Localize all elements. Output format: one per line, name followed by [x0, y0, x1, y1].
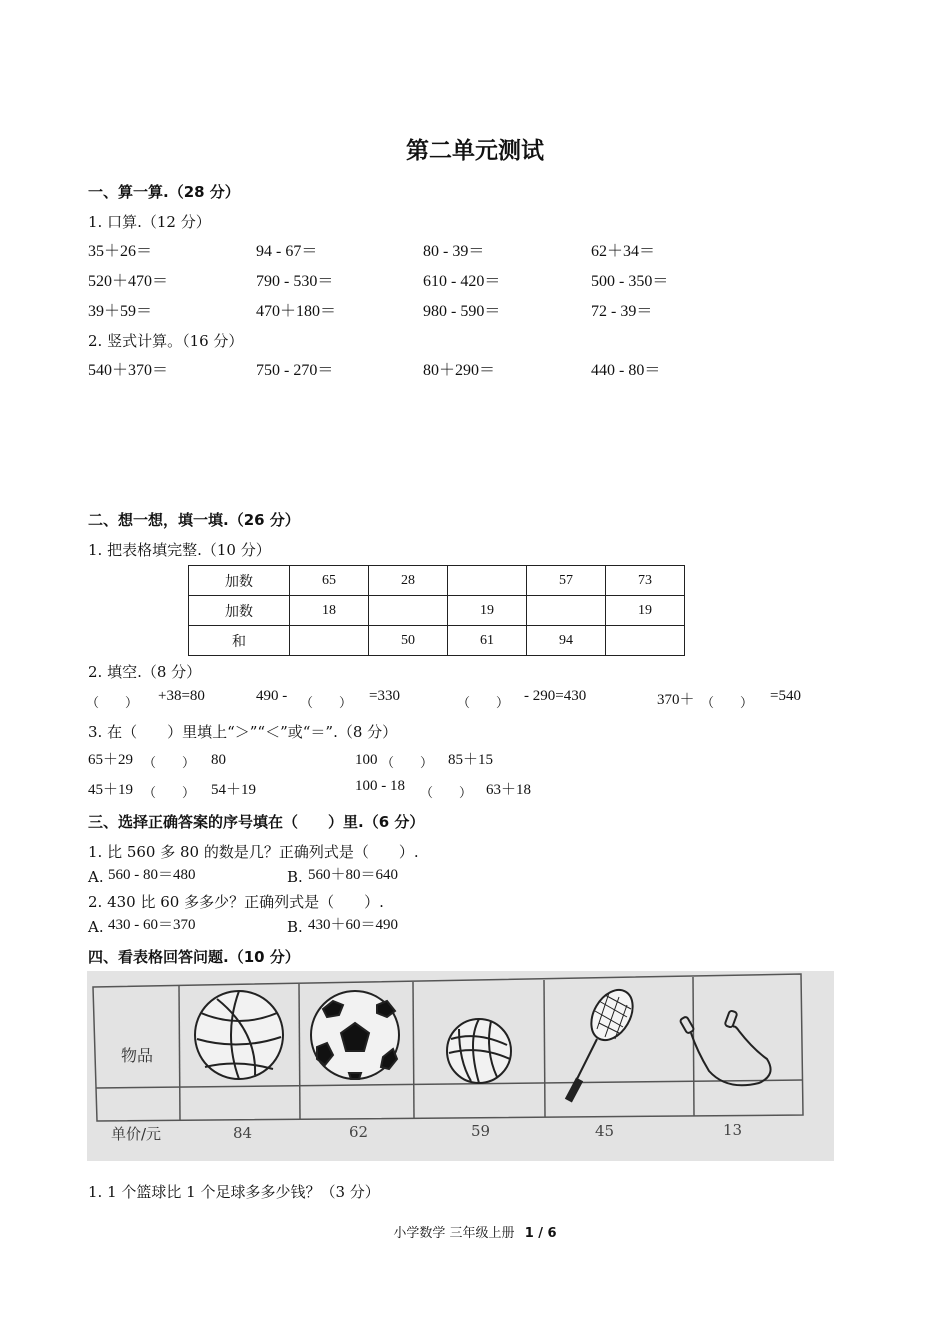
table-cell: 73 [606, 566, 685, 596]
fill-expr: =330 [369, 688, 400, 704]
option-a: 560 - 80＝480 [108, 867, 196, 883]
oral-expr: 470＋180＝ [256, 303, 337, 320]
fill-expr: 370＋ [657, 692, 695, 708]
fill-expr: - 290=430 [524, 688, 587, 704]
price-table-photo [87, 971, 834, 1161]
compare-expr: 80 [211, 752, 226, 768]
vertical-expr: 80＋290＝ [423, 362, 496, 379]
answer-blank[interactable]: （ ） [143, 756, 196, 771]
table-row [189, 566, 685, 596]
question-1-2: 2. 竖式计算。（16 分） [88, 332, 244, 350]
table-cell: 和 [189, 626, 290, 656]
oral-expr: 520＋470＝ [88, 273, 169, 290]
section-1-heading: 一、算一算.（28 分） [88, 183, 240, 201]
price-badminton-racket: 45 [595, 1122, 615, 1140]
option-b: 560＋80＝640 [308, 867, 399, 883]
table-cell: 50 [369, 626, 448, 656]
table-cell: 加数 [189, 566, 290, 596]
table-cell: 18 [290, 596, 369, 626]
compare-expr: 63＋18 [486, 782, 532, 798]
items-row-label: 物品 [121, 1046, 154, 1065]
section-4-heading: 四、看表格回答问题.（10 分） [88, 948, 300, 966]
answer-blank[interactable]: （ ） [86, 696, 139, 711]
oral-expr: 35＋26＝ [88, 243, 153, 260]
vertical-expr: 440 - 80＝ [591, 362, 661, 379]
page-title: 第二单元测试 [406, 138, 544, 164]
table-cell: 94 [527, 626, 606, 656]
option-label: B. [287, 918, 303, 936]
table-cell[interactable] [369, 596, 448, 626]
table-row [189, 596, 685, 626]
question-2-3: 3. 在（ ）里填上“＞”“＜”或“＝”.（8 分） [88, 723, 398, 741]
oral-expr: 500 - 350＝ [591, 273, 669, 290]
table-cell: 加数 [189, 596, 290, 626]
price-basketball: 84 [233, 1124, 253, 1142]
compare-expr: 85＋15 [448, 752, 494, 768]
compare-expr: 100 [355, 752, 378, 768]
table-cell: 19 [606, 596, 685, 626]
basketball-icon [195, 991, 283, 1079]
fill-expr: 490 - [256, 688, 288, 704]
question-2-1: 1. 把表格填完整.（10 分） [88, 541, 271, 559]
section-2-heading: 二、想一想，填一填.（26 分） [88, 511, 300, 529]
option-label: B. [287, 868, 303, 886]
answer-blank[interactable]: （ ） [300, 696, 353, 711]
oral-expr: 39＋59＝ [88, 303, 153, 320]
oral-expr: 72 - 39＝ [591, 303, 653, 320]
section-3-heading: 三、选择正确答案的序号填在（ ）里.（6 分） [88, 813, 425, 831]
question-1-1: 1. 口算.（12 分） [88, 213, 211, 231]
question-4-1: 1. 1 个篮球比 1 个足球多多少钱？（3 分） [88, 1183, 380, 1201]
oral-expr: 94 - 67＝ [256, 243, 318, 260]
answer-blank[interactable]: （ ） [420, 786, 473, 801]
footer [0, 1222, 950, 1241]
compare-expr: 45＋19 [88, 782, 134, 798]
table-cell: 28 [369, 566, 448, 596]
oral-expr: 80 - 39＝ [423, 243, 485, 260]
oral-expr: 980 - 590＝ [423, 303, 501, 320]
answer-blank[interactable]: （ ） [143, 786, 196, 801]
footer-text: 小学数学 三年级上册 [393, 1226, 515, 1241]
option-a: 430 - 60＝370 [108, 917, 196, 933]
oral-expr: 790 - 530＝ [256, 273, 334, 290]
answer-blank[interactable]: （ ） [457, 696, 510, 711]
price-jump-rope: 13 [723, 1121, 743, 1139]
table-cell[interactable] [448, 566, 527, 596]
table-cell: 65 [290, 566, 369, 596]
question-3-2: 2. 430 比 60 多多少？正确列式是（ ）. [88, 893, 384, 911]
question-3-1: 1. 比 560 多 80 的数是几？正确列式是（ ）. [88, 843, 419, 861]
compare-expr: 54＋19 [211, 782, 257, 798]
fill-expr: =540 [770, 688, 801, 704]
option-label: A. [88, 868, 104, 886]
addition-table [188, 565, 685, 656]
table-cell: 19 [448, 596, 527, 626]
badminton-racket-icon [566, 983, 641, 1102]
price-soccer-ball: 62 [349, 1123, 369, 1141]
table-cell[interactable] [290, 626, 369, 656]
option-label: A. [88, 918, 104, 936]
compare-expr: 65＋29 [88, 752, 134, 768]
question-2-2: 2. 填空.（8 分） [88, 663, 202, 681]
price-volleyball: 59 [471, 1122, 491, 1140]
oral-expr: 610 - 420＝ [423, 273, 501, 290]
soccer-ball-icon [311, 991, 399, 1079]
table-cell[interactable] [606, 626, 685, 656]
oral-expr: 62＋34＝ [591, 243, 656, 260]
table-cell: 61 [448, 626, 527, 656]
answer-blank[interactable]: （ ） [381, 756, 434, 771]
volleyball-icon [447, 1019, 511, 1083]
table-row [189, 626, 685, 656]
fill-expr: +38=80 [158, 688, 205, 704]
answer-blank[interactable]: （ ） [701, 696, 754, 711]
price-row-label: 单价/元 [111, 1125, 162, 1143]
page-number: 1 / 6 [524, 1226, 557, 1241]
table-cell: 57 [527, 566, 606, 596]
compare-expr: 100 - 18 [355, 778, 405, 794]
option-b: 430＋60＝490 [308, 917, 399, 933]
table-cell[interactable] [527, 596, 606, 626]
vertical-expr: 750 - 270＝ [256, 362, 334, 379]
vertical-expr: 540＋370＝ [88, 362, 169, 379]
